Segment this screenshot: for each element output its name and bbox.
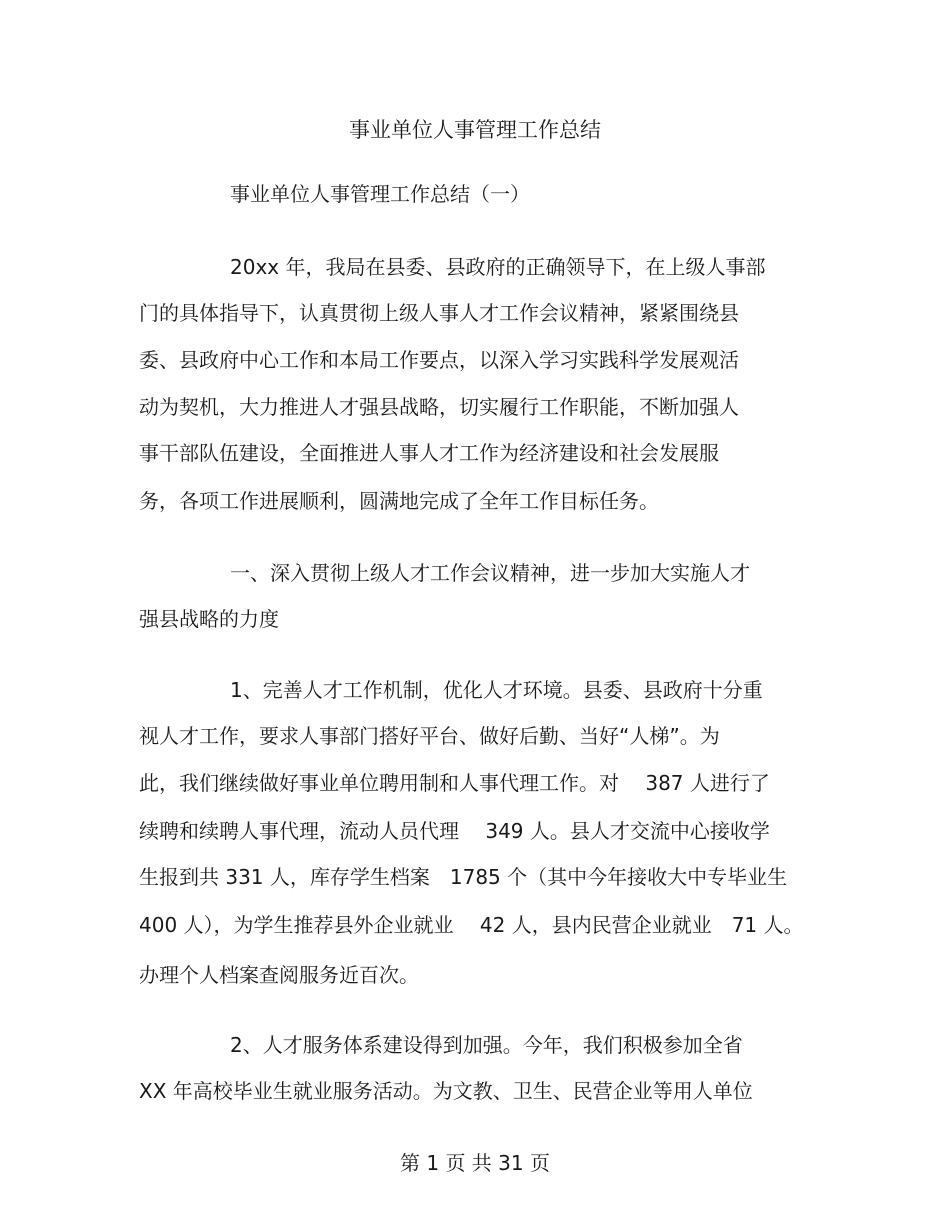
text-line: 续聘和续聘人事代理，流动人员代理 349 人。县人才交流中心接收学 [139, 819, 770, 843]
text-line: 一、深入贯彻上级人才工作会议精神，进一步加大实施人才 [230, 561, 750, 585]
text-line: 1、完善人才工作机制，优化人才环境。县委、县政府十分重 [230, 678, 763, 702]
document-subtitle: 事业单位人事管理工作总结（一） [230, 182, 530, 206]
text-line: 办理个人档案查阅服务近百次。 [139, 963, 419, 987]
text-line: 此，我们继续做好事业单位聘用制和人事代理工作。对 387 人进行了 [139, 771, 770, 795]
document-title: 事业单位人事管理工作总结 [349, 118, 601, 142]
text-line: 动为契机，大力推进人才强县战略，切实履行工作职能，不断加强人 [139, 395, 739, 419]
text-line: 视人才工作，要求人事部门搭好平台、做好后勤、当好“人梯”。为 [139, 724, 720, 748]
text-line: 委、县政府中心工作和本局工作要点，以深入学习实践科学发展观活 [139, 348, 739, 372]
text-line: 生报到共 331 人，库存学生档案 1785 个（其中今年接收大中专毕业生 [139, 865, 788, 889]
text-line: 强县战略的力度 [139, 607, 279, 631]
text-line: 务，各项工作进展顺利，圆满地完成了全年工作目标任务。 [139, 489, 659, 513]
page-footer: 第 1 页 共 31 页 [400, 1151, 550, 1175]
text-line: 20xx 年，我局在县委、县政府的正确领导下，在上级人事部 [230, 255, 766, 279]
text-line: 400 人），为学生推荐县外企业就业 42 人，县内民营企业就业 71 人。 [139, 913, 804, 937]
text-line: XX 年高校毕业生就业服务活动。为文教、卫生、民营企业等用人单位 [139, 1079, 753, 1103]
text-line: 2、人才服务体系建设得到加强。今年，我们积极参加全省 [230, 1033, 743, 1057]
text-line: 门的具体指导下，认真贯彻上级人事人才工作会议精神，紧紧围绕县 [139, 301, 739, 325]
text-line: 事干部队伍建设，全面推进人事人才工作为经济建设和社会发展服 [139, 441, 719, 465]
